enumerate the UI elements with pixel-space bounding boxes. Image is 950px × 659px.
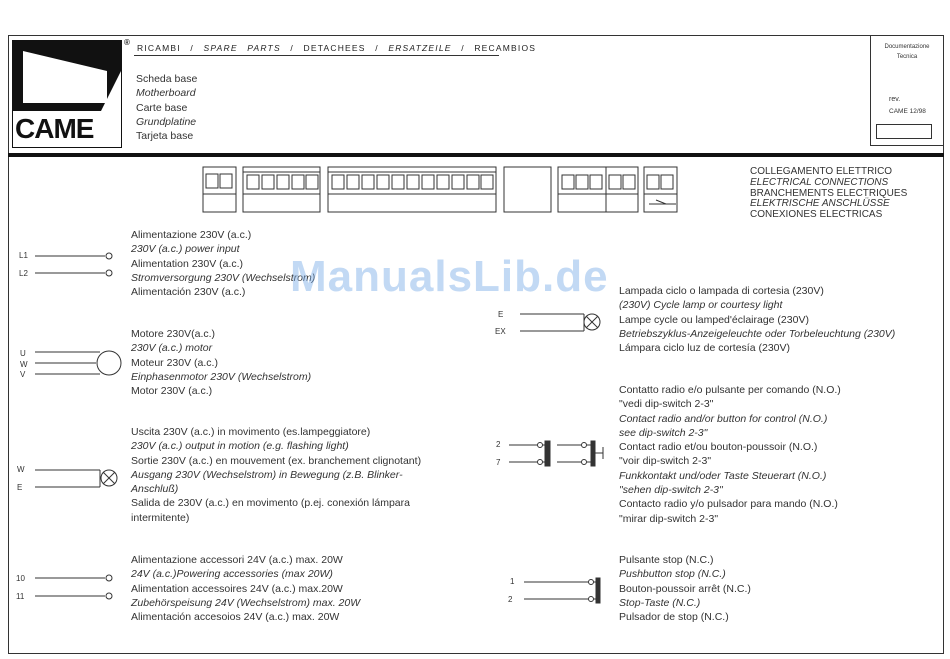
text-line: Salida de 230V (a.c.) en movimento (p.ej. conexión lámpara	[131, 497, 410, 510]
stop-button-text	[619, 553, 751, 624]
cycle-lamp-text	[619, 284, 895, 355]
doc-box-title	[870, 42, 944, 62]
connections-heading	[750, 167, 907, 221]
text-line: Pulsante stop (N.C.)	[619, 554, 714, 566]
title-en: Motherboard	[136, 87, 196, 100]
text-line: 230V (a.c.) output in motion (e.g. flashing light)	[131, 440, 349, 453]
parts-sep: /	[461, 43, 465, 53]
radio-contact-wiring	[505, 437, 615, 469]
text-line: Contact radio and/or button for control (N.O.)	[619, 412, 828, 425]
text-line: Funkkontakt und/oder Taste Steuerart (N.O.)	[619, 469, 827, 482]
terminal-label-e-lamp: E	[498, 310, 504, 319]
parts-sep: /	[190, 43, 194, 53]
terminal-label-11: 11	[16, 592, 25, 601]
motor-wiring	[30, 346, 125, 380]
text-line: Lampada ciclo o lampada di cortesia (230V)	[619, 285, 824, 297]
connections-it: COLLEGAMENTO ELETTRICO	[750, 166, 893, 177]
text-line: Pushbutton stop (N.C.)	[619, 568, 726, 581]
text-line: Contact radio et/ou bouton-poussoir (N.O.)	[619, 441, 818, 454]
terminal-label-l2: L2	[19, 269, 28, 278]
parts-detachees: DETACHEES	[303, 43, 366, 53]
connections-es: CONEXIONES ELECTRICAS	[750, 209, 883, 221]
terminal-label-10: 10	[16, 574, 25, 583]
parts-spare: SPARE	[203, 43, 238, 53]
text-line: intermitente)	[131, 511, 190, 524]
stop-button-wiring	[520, 574, 610, 606]
title-fr: Carte base	[136, 101, 188, 114]
text-line: 230V (a.c.) power input	[131, 243, 240, 256]
text-line: Alimentazione 230V (a.c.)	[131, 229, 252, 241]
text-line: Anschluß)	[131, 483, 179, 496]
terminal-label-2: 2	[496, 440, 501, 449]
doc-title-1: Documentazione	[884, 44, 930, 50]
text-line: Uscita 230V (a.c.) in movimento (es.lampeggiatore)	[131, 426, 371, 438]
text-line: Lampe cycle ou lamped'éclairage (230V)	[619, 313, 809, 326]
text-line: Motor 230V (a.c.)	[131, 385, 213, 398]
title-it: Scheda base	[136, 73, 198, 85]
registered-mark: ®	[124, 38, 130, 47]
text-line: see dip-switch 2-3"	[619, 426, 708, 439]
title-es: Tarjeta base	[136, 130, 194, 143]
text-line: Alimentazione accessori 24V (a.c.) max. 20W	[131, 554, 343, 566]
terminal-label-1: 1	[510, 577, 515, 586]
watermark: ManualsLib.de	[290, 252, 609, 301]
parts-parts: PARTS	[247, 43, 281, 53]
text-line: 24V (a.c.)Powering accessories (max 20W)	[131, 568, 333, 581]
terminal-label-2-stop: 2	[508, 595, 513, 604]
text-line: Alimentation accessoires 24V (a.c.) max.20W	[131, 582, 343, 595]
terminal-label-u: U	[20, 349, 26, 358]
text-line: Contacto radio y/o pulsador para mando (N.O.)	[619, 498, 838, 511]
text-line: "voir dip-switch 2-3"	[619, 455, 712, 468]
text-line: Alimentation 230V (a.c.)	[131, 257, 244, 270]
text-line: Betriebszyklus-Anzeigeleuchte oder Torbeleuchtung (230V)	[619, 327, 896, 340]
terminal-label-7: 7	[496, 458, 501, 467]
doc-title-2: Tecnica	[896, 54, 918, 60]
terminal-label-w: W	[20, 360, 28, 369]
parts-sep: /	[290, 43, 294, 53]
connections-en: ELECTRICAL CONNECTIONS	[750, 176, 889, 188]
text-line: Stromversorgung 230V (Wechselstrom)	[131, 271, 316, 284]
rev-label: rev.	[889, 96, 901, 103]
terminal-strip-diagram	[200, 164, 682, 216]
text-line: Stop-Taste (N.C.)	[619, 596, 701, 609]
text-line: Bouton-poussoir arrêt (N.C.)	[619, 582, 751, 595]
text-line: "mirar dip-switch 2-3"	[619, 512, 719, 525]
text-line: 230V (a.c.) motor	[131, 342, 213, 355]
power-input-text	[131, 228, 315, 299]
rev-value: CAME 12/98	[889, 108, 926, 115]
text-line: Sortie 230V (a.c.) en mouvement (ex. branchement clignotant)	[131, 454, 422, 467]
parts-sep: /	[375, 43, 379, 53]
motor-text	[131, 327, 311, 398]
board-titles	[136, 72, 197, 143]
cycle-lamp-wiring	[516, 308, 606, 338]
parts-line	[137, 43, 536, 53]
radio-contact-text	[619, 383, 841, 526]
title-de: Grundplatine	[136, 115, 197, 128]
header-rule	[8, 153, 944, 157]
text-line: (230V) Cycle lamp or courtesy light	[619, 299, 783, 312]
terminal-label-l1: L1	[19, 251, 28, 260]
output-motion-text	[131, 425, 421, 525]
text-line: Alimentación accesoios 24V (a.c.) max. 20W	[131, 611, 340, 624]
terminal-label-ex: EX	[495, 327, 506, 336]
text-line: Moteur 230V (a.c.)	[131, 356, 218, 369]
doc-inner-box	[876, 124, 932, 139]
terminal-label-v: V	[20, 370, 26, 379]
connections-de: ELEKTRISCHE ANSCHLÜSSE	[750, 198, 890, 210]
power-input-wiring	[30, 248, 120, 278]
text-line: Pulsador de stop (N.C.)	[619, 611, 729, 624]
accessories-text	[131, 553, 360, 624]
text-line: Motore 230V(a.c.)	[131, 328, 216, 340]
connections-fr: BRANCHEMENTS ELECTRIQUES	[750, 187, 908, 199]
terminal-label-e: E	[17, 483, 23, 492]
parts-ricambi: RICAMBI	[137, 43, 181, 53]
text-line: Alimentación 230V (a.c.)	[131, 286, 246, 299]
flashing-light-wiring	[30, 462, 125, 494]
text-line: "sehen dip-switch 2-3"	[619, 484, 723, 497]
parts-ersatzeile: ERSATZEILE	[388, 43, 452, 53]
text-line: Einphasenmotor 230V (Wechselstrom)	[131, 370, 312, 383]
text-line: Contatto radio e/o pulsante per comando (N.O.)	[619, 384, 841, 396]
parts-underline	[134, 55, 499, 56]
parts-recambios: RECAMBIOS	[474, 43, 537, 53]
text-line: "vedi dip-switch 2-3"	[619, 398, 714, 411]
accessories-wiring	[30, 571, 120, 601]
text-line: Zubehörspeisung 24V (Wechselstrom) max. 20W	[131, 596, 361, 609]
text-line: Lámpara ciclo luz de cortesía (230V)	[619, 342, 790, 355]
logo-text: CAME	[15, 113, 94, 144]
text-line: Ausgang 230V (Wechselstrom) in Bewegung (z.B. Blinker-	[131, 468, 403, 481]
terminal-label-w2: W	[17, 465, 25, 474]
came-logo	[12, 40, 122, 148]
